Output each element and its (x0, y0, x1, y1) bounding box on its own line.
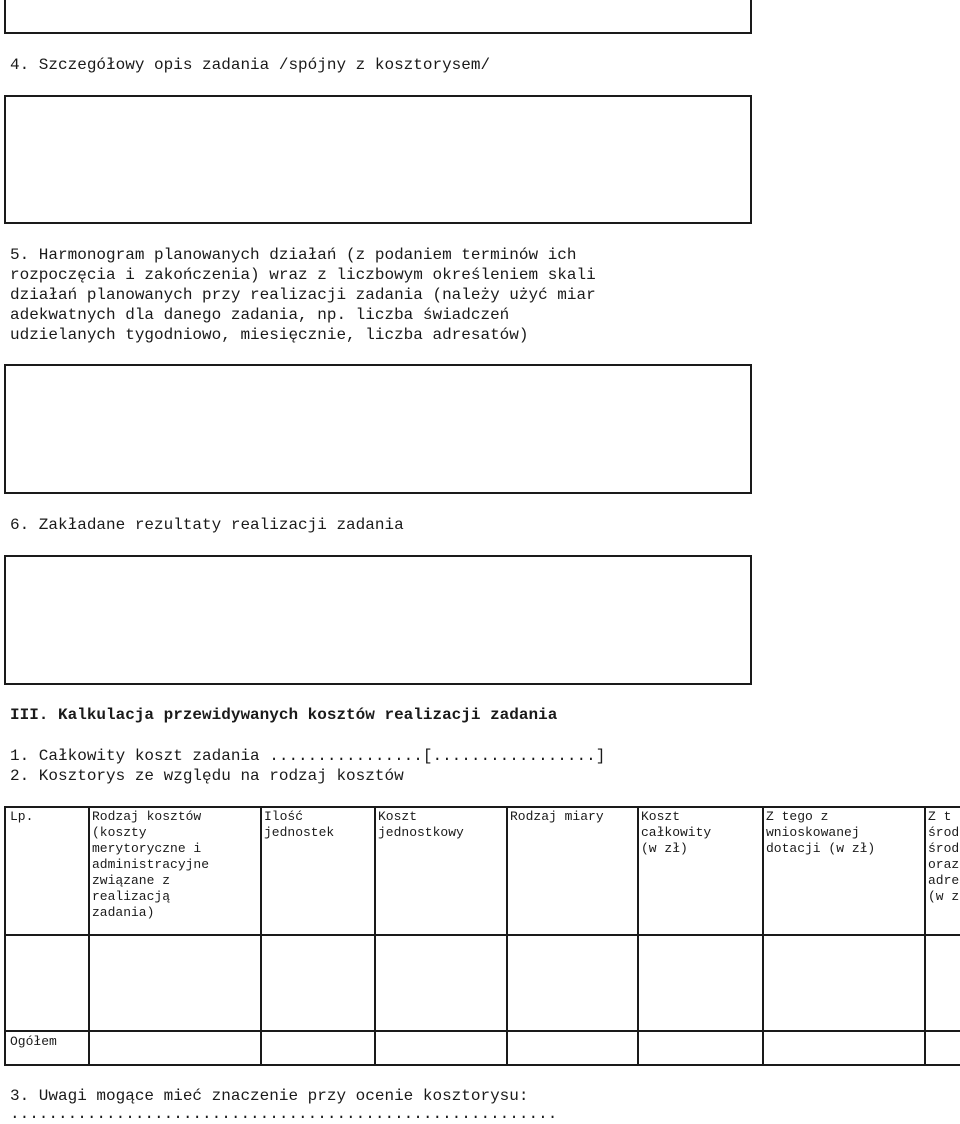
header-cost-type: Rodzaj kosztów (koszty merytoryczne i administracyjne związane z realizacją zadania) (92, 809, 210, 920)
cost-estimate-title: 2. Kosztorys ze względu na rodzaj kosztów (10, 767, 404, 785)
header-unit-cost: Koszt jednostkowy (378, 809, 464, 840)
remarks-dotted-line[interactable]: ......................................................... (10, 1105, 558, 1123)
header-total-cost: Koszt całkowity (w zł) (641, 809, 712, 856)
row-1-units-cell[interactable] (262, 936, 374, 1030)
section-5-textbox[interactable] (4, 364, 752, 494)
part-3-heading: III. Kalkulacja przewidywanych kosztów realizacji zadania (10, 706, 558, 724)
row-1-cost-type-cell[interactable] (90, 936, 260, 1030)
table-line (4, 806, 960, 808)
section-6-textbox[interactable] (4, 555, 752, 685)
table-line (4, 1064, 960, 1066)
total-cost-line: 1. Całkowity koszt zadania ................[.................] (10, 747, 606, 765)
row-1-measure-cell[interactable] (508, 936, 637, 1030)
row-1-lp-cell[interactable] (6, 936, 88, 1030)
row-1-total-cost-cell[interactable] (639, 936, 762, 1030)
remarks-title: 3. Uwagi mogące mieć znaczenie przy ocenie kosztorysu: (10, 1087, 529, 1105)
total-grant-cell[interactable] (764, 1032, 924, 1064)
previous-section-textbox[interactable] (4, 0, 752, 34)
section-6-title: 6. Zakładane rezultaty realizacji zadania (10, 516, 404, 534)
row-1-own-funds-cell[interactable] (926, 936, 960, 1030)
header-lp: Lp. (10, 809, 34, 824)
header-units: Ilość jednostek (264, 809, 335, 840)
total-row-label: Ogółem (10, 1034, 57, 1049)
cost-table (4, 806, 960, 1066)
header-grant: Z tego z wnioskowanej dotacji (w zł) (766, 809, 876, 856)
header-measure: Rodzaj miary (510, 809, 604, 824)
section-4-title: 4. Szczegółowy opis zadania /spójny z kosztorysem/ (10, 56, 491, 74)
section-5-text: 5. Harmonogram planowanych działań (z podaniem terminów ich rozpoczęcia i zakończenia) wraz z liczbowym określeniem skali działań planowanych przy realizacji zadania (należy użyć miar adekwatnych dla danego zadania, np. liczba świadczeń udzielanych tygodniowo, miesięcznie, liczba adresatów) (10, 246, 596, 344)
header-own-funds: Z t środ środ oraz adre (w z (928, 809, 960, 904)
section-4-textbox[interactable] (4, 95, 752, 224)
row-1-grant-cell[interactable] (764, 936, 924, 1030)
total-cost-cell[interactable] (641, 1032, 762, 1064)
row-1-unit-cost-cell[interactable] (376, 936, 506, 1030)
